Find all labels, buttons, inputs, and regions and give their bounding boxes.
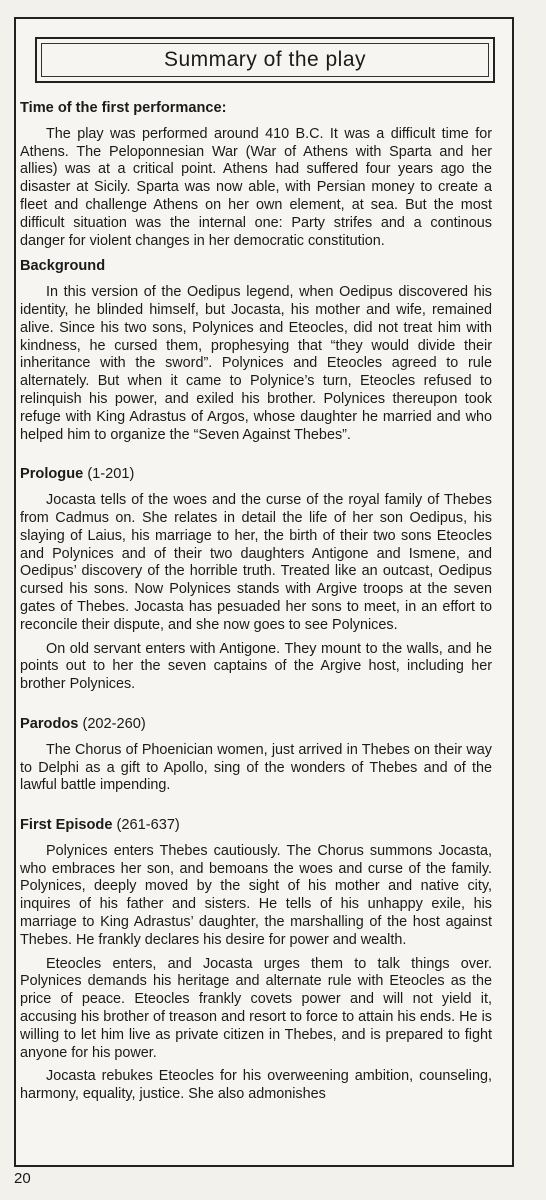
paragraph: Jocasta rebukes Eteocles for his overweening ambition, counseling, harmony, equality, justice. She also admonishes <box>20 1068 492 1103</box>
section-heading-background: Background <box>20 258 106 275</box>
line-range: (202-260) <box>82 715 146 732</box>
page-number: 20 <box>14 1170 31 1187</box>
summary-content <box>20 100 492 1104</box>
title-box <box>35 37 495 83</box>
paragraph: The play was performed around 410 B.C. It was a difficult time for Athens. The Peloponnesian War (War of Athens with Sparta and her allies) was at a critical point. Athens had suffered four years ago the disaster at Sicily. Sparta was now able, with Persian money to create a fleet and challenge Athens on her own element, at sea. But the most difficult situation was the internal one: Party strifes and a continous danger for violent changes in her democratic constitution. <box>20 125 492 249</box>
page-title: Summary of the play <box>163 48 367 71</box>
line-range: (1-201) <box>87 466 135 483</box>
paragraph: Jocasta tells of the woes and the curse of the royal family of Thebes from Cadmus on. She relates in detail the life of her son Oedipus, his slaying of Laius, his marriage to her, the birth of their two sons Eteocles and Polynices and of their two daughters Antigone and Ismene, and Oedipus’ discovery of the horrible truth. Treated like an outcast, Oedipus cursed his sons. Now Polynices stands with Argive troops at the seven gates of Thebes. Jocasta has pesuaded her sons to meet, in an effort to reconcile their dispute, and she now goes to see Polynices. <box>20 492 492 633</box>
paragraph: On old servant enters with Antigone. They mount to the walls, and he points out to her the seven captains of the Argive host, including her brother Polynices. <box>20 640 492 693</box>
section-heading-prologue: Prologue (1-201) <box>20 466 135 483</box>
paragraph: The Chorus of Phoenician women, just arrived in Thebes on their way to Delphi as a gift to Apollo, sing of the wonders of Thebes and of the lawful battle impending. <box>20 741 492 794</box>
paragraph: Eteocles enters, and Jocasta urges them to talk things over. Polynices demands his heritage and alternate rule with Eteocles as the price of peace. Eteocles frankly covets power and will not yield it, accusing his brother of treason and resort to force to attain his ends. He is willing to let him live as private citizen in Thebes, and is prepared to fight anyone for his power. <box>20 955 492 1061</box>
line-range: (261-637) <box>116 817 180 834</box>
section-heading-time: Time of the first performance: <box>20 100 227 116</box>
paragraph: In this version of the Oedipus legend, when Oedipus discovered his identity, he blinded himself, but Jocasta, his mother and wife, remained alive. Since his two sons, Polynices and Eteocles, did not treat him with kindness, he cursed them, prophesying that “they would divide their inheritance with the sword”. Polynices and Eteocles agreed to rule alternately. But when it came to Polynice’s turn, Eteocles refused to relinquish his power, and exiled his brother. Polynices thereupon took refuge with King Adrastus of Argos, whose daughter he married and who helped him to organize the “Seven Against Thebes”. <box>20 284 492 443</box>
paragraph: Polynices enters Thebes cautiously. The Chorus summons Jocasta, who embraces her son, and bemoans the woes and curse of the family. Polynices, deeply moved by the sight of his mother and native city, inquires of his father and sisters. He tells of his unhappy exile, his marriage to King Adrastus’ daughter, the marshalling of the host against Thebes. He frankly declares his desire for power and wealth. <box>20 842 492 948</box>
section-heading-parodos: Parodos (202-260) <box>20 715 146 732</box>
section-heading-first-episode: First Episode (261-637) <box>20 817 180 834</box>
